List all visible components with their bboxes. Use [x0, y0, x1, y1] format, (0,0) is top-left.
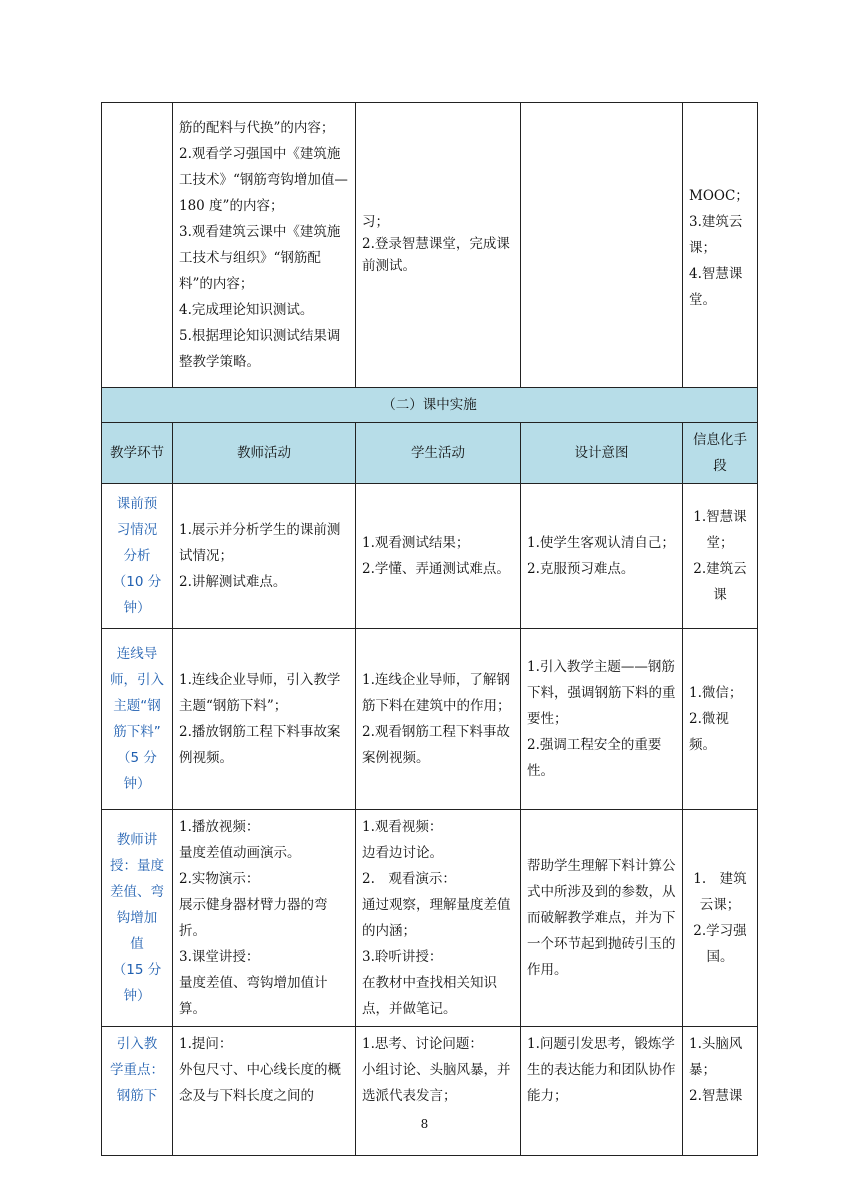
cell-line: 在教材中查找相关知识点，并做笔记。: [362, 975, 497, 1017]
cell-line: 1.微信；: [689, 685, 743, 701]
header-row: [102, 423, 758, 484]
design-intent-cell: [521, 629, 683, 810]
cell-line: 值: [130, 936, 144, 952]
cell-line: 2.讲解测试难点。: [179, 574, 287, 590]
cell-line: 帮助学生理解下料计算公式中所涉及到的参数，从而破解教学难点，并为下一个环节起到抛砖引玉的作用。: [527, 858, 676, 978]
cell-line: 钩增加: [116, 910, 158, 926]
section-title: （二）课中实施: [102, 388, 758, 423]
cell-line: 1.播放视频：: [179, 819, 260, 835]
stage-cell: [102, 484, 173, 629]
cell-line: 1.头脑风暴；: [689, 1036, 743, 1078]
lesson-plan-table: [101, 102, 758, 1156]
stage-cell: [102, 810, 173, 1027]
pre-class-student-cell: [356, 103, 521, 388]
stage-cell: [102, 629, 173, 810]
header-intent: 设计意图: [521, 423, 683, 484]
cell-line: （5 分: [117, 750, 157, 766]
cell-line: 2.微视频。: [689, 711, 729, 753]
cell-line: 筋的配料与代换”的内容；: [179, 120, 335, 136]
teacher-activity-cell: [173, 484, 356, 629]
cell-line: 主题“钢: [113, 698, 161, 714]
info-tools-cell: [683, 484, 758, 629]
cell-line: 2. 观看演示：: [362, 871, 456, 887]
info-tools-cell: [683, 810, 758, 1027]
cell-line: （10 分: [112, 574, 162, 590]
stage-cell: [102, 1027, 173, 1156]
cell-line: 5.根据理论知识测试结果调整教学策略。: [179, 328, 341, 370]
cell-line: 钢筋下: [116, 1088, 158, 1104]
stage-row: [102, 810, 758, 1027]
cell-line: 4.智慧课堂。: [689, 266, 743, 308]
pre-class-intent-cell: [521, 103, 683, 388]
cell-line: 1.引入教学主题——钢筋下料，强调钢筋下料的重要性；: [527, 659, 676, 727]
student-activity-cell: [356, 484, 521, 629]
cell-line: 2.学懂、弄通测试难点。: [362, 561, 510, 577]
design-intent-cell: [521, 1027, 683, 1156]
page-number: 8: [420, 1117, 429, 1131]
cell-line: 2.观看学习强国中《建筑施工技术》“钢筋弯钩增加值—180 度”的内容；: [179, 146, 348, 214]
cell-line: 2.登录智慧课堂，完成课前测试。: [362, 236, 510, 274]
cell-line: 边看边讨论。: [362, 845, 443, 861]
info-tools-cell: [683, 629, 758, 810]
cell-line: 引入教: [116, 1036, 158, 1052]
cell-line: 分析: [123, 548, 151, 564]
cell-line: 1. 建筑云课；: [693, 871, 747, 913]
cell-line: 1.观看视频：: [362, 819, 443, 835]
cell-line: 课前预: [116, 496, 158, 512]
cell-line: 通过观察，理解量度差值的内涵；: [362, 897, 511, 939]
cell-line: 钟）: [123, 988, 151, 1004]
cell-line: 连线导: [116, 646, 158, 662]
header-tools: 信息化手段: [683, 423, 758, 484]
pre-class-tools-cell: [683, 103, 758, 388]
teacher-activity-cell: [173, 629, 356, 810]
cell-line: 授：量度: [110, 858, 164, 874]
header-stage: 教学环节: [102, 423, 173, 484]
cell-line: 习；: [362, 214, 389, 230]
header-student: 学生活动: [356, 423, 521, 484]
header-teacher: 教师活动: [173, 423, 356, 484]
design-intent-cell: [521, 810, 683, 1027]
cell-line: 量度差值动画演示。: [179, 845, 301, 861]
cell-line: 2.智慧课: [689, 1088, 743, 1104]
cell-line: 2.强调工程安全的重要性。: [527, 737, 662, 779]
cell-line: 量度差值、弯钩增加值计算。: [179, 975, 328, 1017]
cell-line: 4.完成理论知识测试。: [179, 302, 314, 318]
student-activity-cell: [356, 629, 521, 810]
cell-line: 1.提问：: [179, 1036, 233, 1052]
cell-line: 2.实物演示：: [179, 871, 260, 887]
student-activity-cell: [356, 810, 521, 1027]
cell-line: 1.智慧课堂；: [693, 509, 747, 551]
cell-line: 教师讲: [116, 832, 158, 848]
pre-class-stage-cell: [102, 103, 173, 388]
cell-line: 小组讨论、头脑风暴，并选派代表发言；: [362, 1062, 511, 1104]
info-tools-cell: [683, 1027, 758, 1156]
cell-line: 2.建筑云课: [693, 561, 747, 603]
cell-line: 1.观看测试结果；: [362, 535, 470, 551]
cell-line: 1.连线企业导师，引入教学主题“钢筋下料”；: [179, 672, 341, 714]
section-row: [102, 388, 758, 423]
cell-line: 1.连线企业导师，了解钢筋下料在建筑中的作用；: [362, 672, 511, 714]
stage-row: [102, 1027, 758, 1156]
cell-line: 习情况: [116, 522, 158, 538]
cell-line: 3.聆听讲授：: [362, 949, 443, 965]
pre-class-teacher-cell: [173, 103, 356, 388]
cell-line: 1.展示并分析学生的课前测试情况；: [179, 522, 341, 564]
teacher-activity-cell: [173, 1027, 356, 1156]
cell-line: 2.学习强国。: [693, 923, 747, 965]
stage-row: [102, 629, 758, 810]
cell-line: 1.思考、讨论问题：: [362, 1036, 483, 1052]
cell-line: MOOC；: [689, 188, 749, 204]
cell-line: 2.克服预习难点。: [527, 561, 635, 577]
pre-class-continued-row: [102, 103, 758, 388]
cell-line: 3.观看建筑云课中《建筑施工技术与组织》“钢筋配料”的内容；: [179, 224, 341, 292]
teacher-activity-cell: [173, 810, 356, 1027]
cell-line: 学重点：: [110, 1062, 164, 1078]
cell-line: 展示健身器材臂力器的弯折。: [179, 897, 328, 939]
cell-line: 钟）: [123, 776, 151, 792]
cell-line: 差值、弯: [110, 884, 164, 900]
cell-line: 师，引入: [110, 672, 164, 688]
cell-line: 外包尺寸、中心线长度的概念及与下料长度之间的: [179, 1062, 341, 1104]
cell-line: 1.使学生客观认清自己；: [527, 535, 675, 551]
student-activity-cell: [356, 1027, 521, 1156]
cell-line: 筋下料”: [113, 724, 161, 740]
cell-line: 3.课堂讲授：: [179, 949, 260, 965]
cell-line: 1.问题引发思考，锻炼学生的表达能力和团队协作能力；: [527, 1036, 676, 1104]
cell-line: 3.建筑云课；: [689, 214, 743, 256]
cell-line: 钟）: [123, 600, 151, 616]
design-intent-cell: [521, 484, 683, 629]
stage-row: [102, 484, 758, 629]
cell-line: （15 分: [112, 962, 162, 978]
cell-line: 2.观看钢筋工程下料事故案例视频。: [362, 724, 510, 766]
cell-line: 2.播放钢筋工程下料事故案例视频。: [179, 724, 341, 766]
